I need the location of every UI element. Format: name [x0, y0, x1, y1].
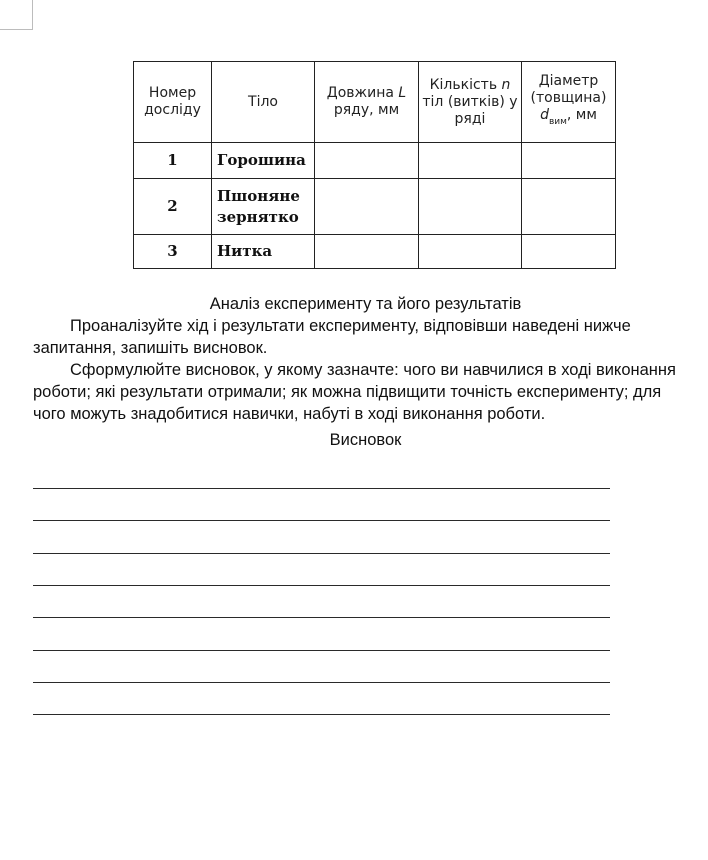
row-body: Горошина — [212, 143, 315, 179]
conclusion-writing-line[interactable] — [33, 488, 610, 489]
conclusion-writing-line[interactable] — [33, 553, 610, 554]
header-body: Тіло — [212, 62, 315, 143]
cell-length[interactable] — [315, 143, 419, 179]
conclusion-writing-line[interactable] — [33, 682, 610, 683]
cell-diameter[interactable] — [522, 179, 616, 235]
header-diameter: Діаметр (товщина) $d_{вим}$, мм — [522, 62, 616, 143]
cell-length[interactable] — [315, 235, 419, 269]
row-number: 1 — [134, 143, 212, 179]
header-length: Довжина L ряду, мм — [315, 62, 419, 143]
cell-diameter[interactable] — [522, 143, 616, 179]
table-header-row — [134, 62, 616, 143]
page-corner-mark — [0, 0, 33, 30]
cell-diameter[interactable] — [522, 235, 616, 269]
conclusion-writing-line[interactable] — [33, 520, 610, 521]
table-row — [134, 143, 616, 179]
analysis-section — [33, 293, 698, 451]
row-number: 2 — [134, 179, 212, 235]
conclusion-writing-line[interactable] — [33, 585, 610, 586]
cell-count[interactable] — [419, 179, 522, 235]
cell-count[interactable] — [419, 143, 522, 179]
conclusion-writing-line[interactable] — [33, 714, 610, 715]
analysis-paragraph-2: Сформулюйте висновок, у якому зазначте: чого ви навчилися в ході виконання роботи; які результати отримали; як можна підвищити точність експерименту; для чого можуть знадобитися навички, набуті в ході виконання роботи. — [33, 361, 676, 423]
cell-count[interactable] — [419, 235, 522, 269]
analysis-title: Аналіз експерименту та його результатів — [209, 295, 522, 313]
conclusion-title: Висновок — [329, 431, 402, 449]
conclusion-writing-line[interactable] — [33, 617, 610, 618]
row-body: Пшоняне зернятко — [212, 179, 315, 235]
conclusion-writing-line[interactable] — [33, 650, 610, 651]
header-number: Номер досліду — [134, 62, 212, 143]
experiment-table — [133, 61, 616, 269]
cell-length[interactable] — [315, 179, 419, 235]
table-row — [134, 235, 616, 269]
analysis-paragraph-1: Проаналізуйте хід і результати експерименту, відповівши наведені нижче запитання, запишіть висновок. — [33, 317, 631, 357]
table-row — [134, 179, 616, 235]
row-number: 3 — [134, 235, 212, 269]
row-body: Нитка — [212, 235, 315, 269]
header-count: Кількість n тіл (витків) у ряді — [419, 62, 522, 143]
